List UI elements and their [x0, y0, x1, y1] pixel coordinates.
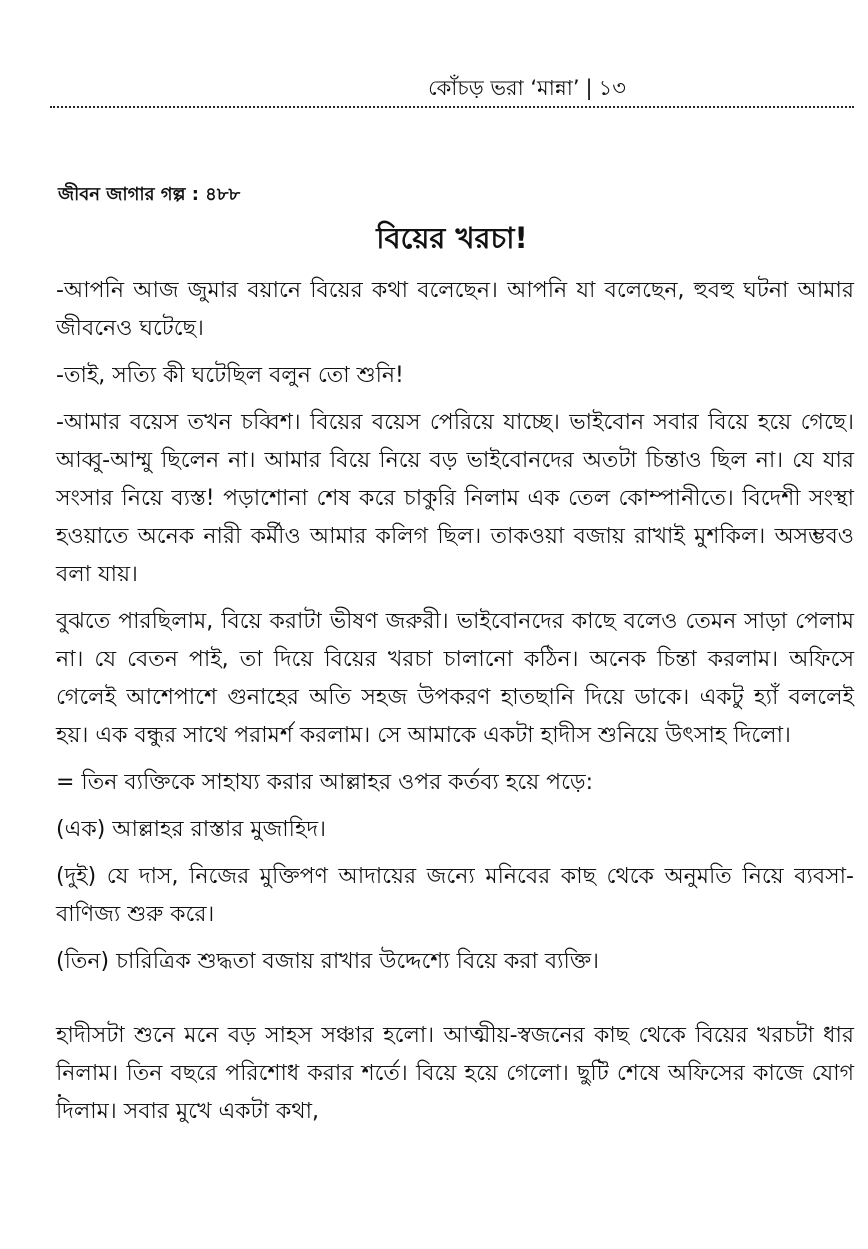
hadith-point-two: (দুই) যে দাস, নিজের মুক্তিপণ আদায়ের জন্যে মনিবের কাছ থেকে অনুমতি নিয়ে ব্যবসা-বাণিজ্য শুরু করে। [56, 864, 854, 927]
hadith-point-one: (এক) আল্লাহর রাস্তার মুজাহিদ। [56, 817, 326, 842]
story-title: বিয়ের খরচা! [376, 221, 528, 255]
running-header [50, 72, 854, 107]
story-body [56, 272, 854, 1140]
paragraph: -আপনি আজ জুমার বয়ানে বিয়ের কথা বলেছেন। আপনি যা বলেছেন, হুবহু ঘটনা আমার জীবনেও ঘটেছে। [56, 278, 854, 341]
hadith-intro: = তিন ব্যক্তিকে সাহায্য করার আল্লাহর ওপর কর্তব্য হয়ে পড়ে: [56, 770, 594, 795]
stray-ink-dot [58, 1094, 61, 1097]
header-dotted-rule [50, 106, 854, 108]
paragraph: বুঝতে পারছিলাম, বিয়ে করাটা ভীষণ জরুরী। ভাইবোনদের কাছে বলেও তেমন সাড়া পেলাম না। যে বেতন পাই, তা দিয়ে বিয়ের খরচা চালানো কঠিন। অনেক চিন্তা করলাম। অফিসে গেলেই আশেপাশে গুনাহের অতি সহজ উপকরণ হাতছানি দিয়ে ডাকে। একটু হ্যাঁ বললেই হয়। এক বন্ধুর সাথে পরামর্শ করলাম। সে আমাকে একটা হাদীস শুনিয়ে উৎসাহ দিলো। [56, 609, 854, 748]
paragraph: -তাই, সত্যি কী ঘটেছিল বলুন তো শুনি! [56, 363, 404, 388]
book-title: কোঁচড় ভরা ‘মান্না’ [428, 76, 580, 100]
hadith-point-three: (তিন) চারিত্রিক শুদ্ধতা বজায় রাখার উদ্দেশ্যে বিয়ে করা ব্যক্তি। [56, 949, 600, 974]
page-number: ১৩ [598, 76, 626, 100]
paragraph: হাদীসটা শুনে মনে বড় সাহস সঞ্চার হলো। আত্মীয়-স্বজনের কাছ থেকে বিয়ের খরচটা ধার নিলাম। তিন বছরে পরিশোধ করার শর্তে। বিয়ে হয়ে গেলো। ছুটি শেষে অফিসের কাজে যোগ দিলাম। সবার মুখে একটা কথা, [56, 1023, 854, 1124]
paragraph: -আমার বয়েস তখন চব্বিশ। বিয়ের বয়েস পেরিয়ে যাচ্ছে। ভাইবোন সবার বিয়ে হয়ে গেছে। আব্বু-আম্মু ছিলেন না। আমার বিয়ে নিয়ে বড় ভাইবোনদের অতটা চিন্তাও ছিল না। যে যার সংসার নিয়ে ব্যস্ত! পড়াশোনা শেষ করে চাকুরি নিলাম এক তেল কোম্পানীতে। বিদেশী সংস্থা হওয়াতে অনেক নারী কর্মীও আমার কলিগ ছিল। তাকওয়া বজায় রাখাই মুশকিল। অসম্ভবও বলা যায়। [56, 410, 854, 587]
series-label: জীবন জাগার গল্প : ৪৮৮ [58, 184, 241, 205]
header-separator: | [585, 76, 593, 100]
